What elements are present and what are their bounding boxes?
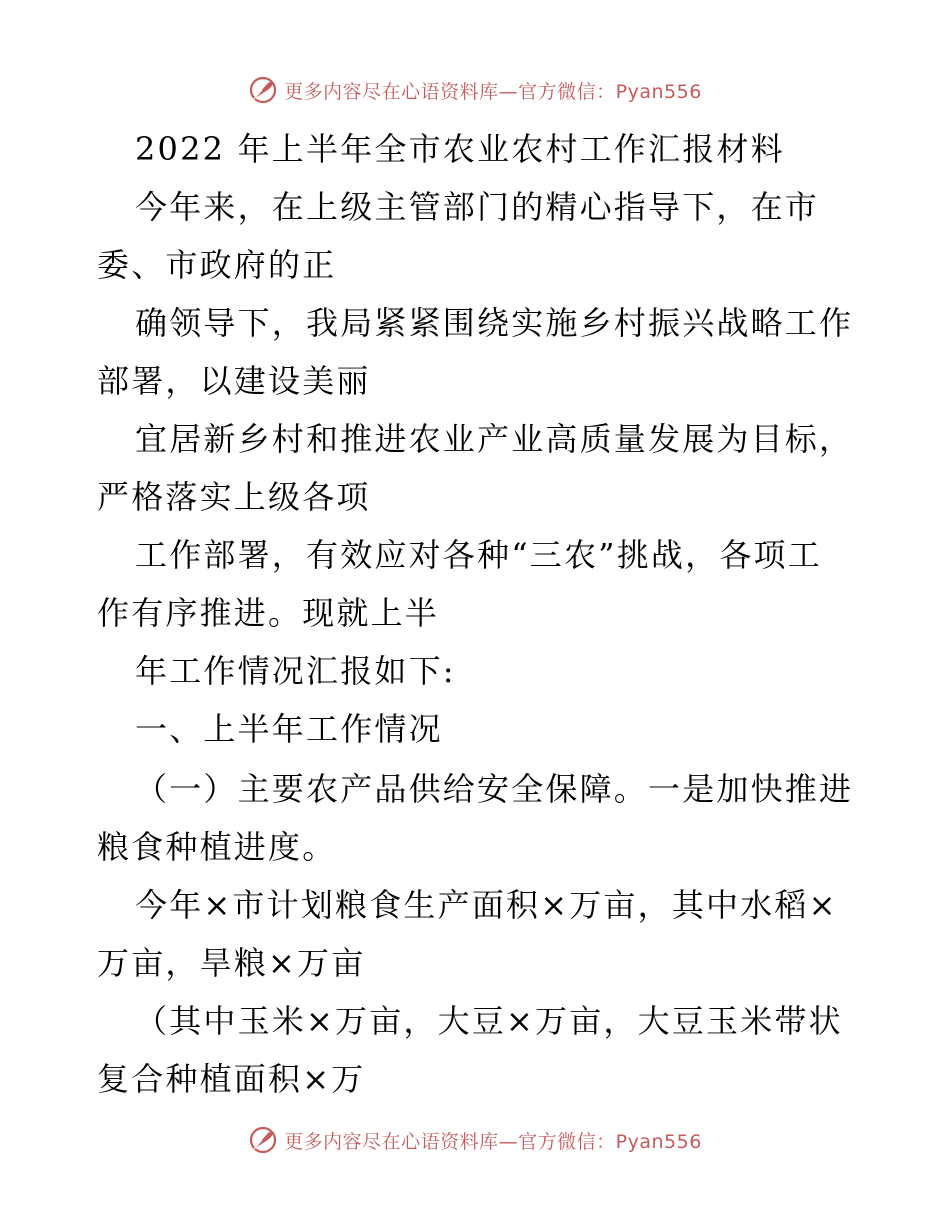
feather-pen-logo-icon: [248, 1125, 278, 1155]
paragraph-line: 复合种植面积×万: [97, 1060, 366, 1098]
paragraph-line: 工作部署，有效应对各种“三农”挑战，各项工: [135, 536, 822, 574]
paragraph-line: 确领导下，我局紧紧围绕实施乡村振兴战略工作: [135, 304, 854, 342]
footer-watermark: [0, 1120, 950, 1160]
watermark-text: 更多内容尽在心语资料库—官方微信：Pyan556: [284, 80, 702, 103]
document-title: 2022 年上半年全市农业农村工作汇报材料: [135, 130, 785, 168]
section-heading: 一、上半年工作情况: [135, 710, 443, 748]
paragraph-line: 万亩，旱粮×万亩: [97, 944, 366, 982]
subsection-heading: （一）主要农产品供给安全保障。一是加快推进: [135, 770, 854, 808]
paragraph-line: 粮食种植进度。: [97, 828, 337, 866]
header-watermark: [0, 70, 950, 110]
paragraph-line: 严格落实上级各项: [97, 478, 371, 516]
paragraph-line: 作有序推进。现就上半: [97, 594, 440, 632]
paragraph-line: 宜居新乡村和推进农业产业高质量发展为目标，: [135, 420, 854, 458]
watermark-text: 更多内容尽在心语资料库—官方微信：Pyan556: [284, 1130, 702, 1153]
paragraph-line: 委、市政府的正: [97, 246, 337, 284]
feather-pen-logo-icon: [248, 75, 278, 105]
paragraph-line: （其中玉米×万亩，大豆×万亩，大豆玉米带状: [135, 1002, 843, 1040]
paragraph-line: 部署，以建设美丽: [97, 362, 371, 400]
paragraph-line: 年工作情况汇报如下:: [135, 652, 456, 690]
paragraph-line: 今年来，在上级主管部门的精心指导下，在市: [135, 188, 820, 226]
paragraph-line: 今年×市计划粮食生产面积×万亩，其中水稻×: [135, 886, 838, 924]
